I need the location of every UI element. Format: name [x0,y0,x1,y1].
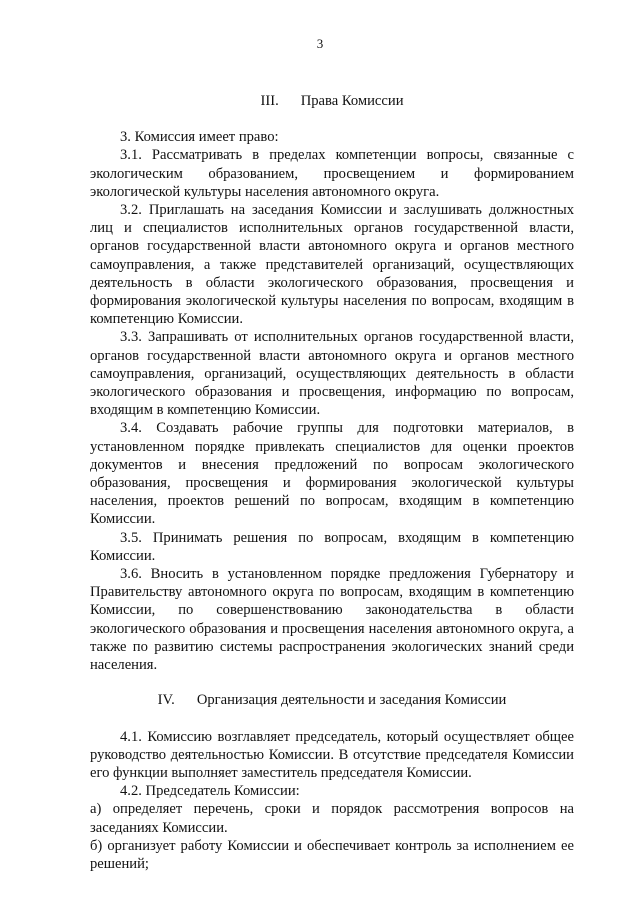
list-item-a: а) определяет перечень, сроки и порядок рассмотрения вопросов на заседаниях Комиссии. [90,801,574,836]
list-item-b: б) организует работу Комиссии и обеспечивает контроль за исполнением ее решений; [90,837,574,872]
paragraph-3-4: 3.4. Создавать рабочие группы для подготовки материалов, в установленном порядке привлекать специалистов для оценки проектов документов и внесения предложений по вопросам экологического образования, просвещения и формирования экологической культуры населения, проектов решений по вопросам, входящим в компетенцию Комиссии. [90,420,574,528]
paragraph-3-6: 3.6. Вносить в установленном порядке предложения Губернатору и Правительству автономного округа по вопросам, входящим в компетенцию Комиссии, по совершенствованию законодательства в области экологического образования и просвещения населения автономного округа, а также по развитию системы распространения экологических знаний среди населения. [90,566,574,674]
page-number: 3 [316,36,324,51]
section-numeral: III. [260,93,279,109]
paragraph-3-2: 3.2. Приглашать на заседания Комиссии и заслушивать должностных лиц и специалистов исполнительных органов государственной власти, органов государственной власти автономного округа и органов местного самоуправления, а также представителей организаций, осуществляющих деятельность в области экологического образования, просвещения и формирования экологической культуры населения по вопросам, входящим в компетенцию Комиссии. [90,202,574,328]
paragraph-3: 3. Комиссия имеет право: [120,129,279,146]
section-title: Организация деятельности и заседания Комиссии [196,692,507,709]
paragraph-4-1: 4.1. Комиссию возглавляет председатель, который осуществляет общее руководство деятельностью Комиссии. В отсутствие председателя Комиссии его функции выполняет заместитель председателя Комиссии. [90,728,574,781]
paragraph-3-1: 3.1. Рассматривать в пределах компетенции вопросы, связанные с экологическим образованием, просвещением и формированием экологической культуры населения автономного округа. [90,147,574,200]
document-body [90,92,574,873]
section-heading-organization [90,691,574,709]
section-heading-rights [90,92,574,110]
paragraph-3-3: 3.3. Запрашивать от исполнительных органов государственной власти, органов государственной власти автономного округа и органов местного самоуправления, организаций, осуществляющих деятельность в области экологического образования и просвещения, информацию по вопросам, входящим в компетенцию Комиссии. [90,329,574,419]
paragraph-3-5: 3.5. Принимать решения по вопросам, входящим в компетенцию Комиссии. [90,529,574,564]
section-title: Права Комиссии [300,93,404,109]
section-numeral: IV. [157,692,175,709]
paragraph-4-2: 4.2. Председатель Комиссии: [120,783,300,800]
